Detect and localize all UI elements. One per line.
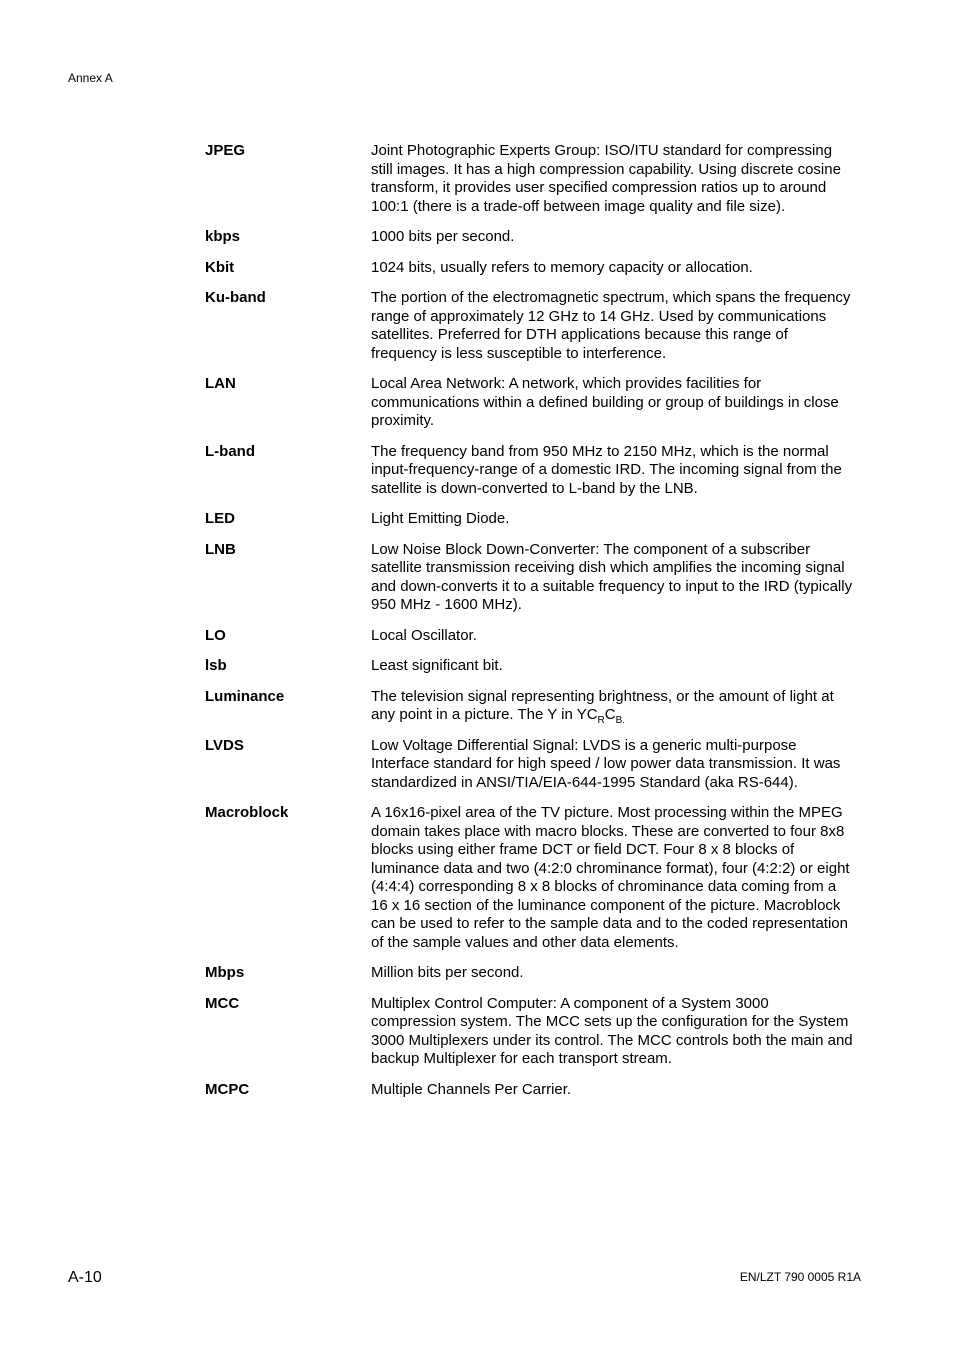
definition-text-c: C bbox=[604, 706, 616, 723]
glossary-entry-mcc bbox=[205, 995, 857, 1069]
glossary-entry-mbps bbox=[205, 964, 857, 983]
glossary-list bbox=[205, 142, 857, 1111]
subscript-b: B. bbox=[615, 715, 626, 726]
glossary-term: Luminance bbox=[205, 687, 285, 705]
glossary-entry-jpeg bbox=[205, 142, 857, 216]
glossary-definition: Local Oscillator. bbox=[371, 626, 477, 644]
glossary-entry-led bbox=[205, 510, 857, 529]
glossary-definition: Multiplex Control Computer: A component of a System 3000 compression system. The MCC sets up the configuration for the System 3000 Multiplexers under its control. The MCC controls both the main and backup Multiplexer for each transport stream. bbox=[371, 994, 853, 1067]
glossary-definition: 1024 bits, usually refers to memory capacity or allocation. bbox=[371, 258, 753, 276]
glossary-entry-luminance bbox=[205, 688, 857, 725]
glossary-definition: Local Area Network: A network, which provides facilities for communications within a defined building or group of buildings in close proximity. bbox=[371, 375, 839, 429]
glossary-entry-macroblock bbox=[205, 804, 857, 952]
glossary-definition: Least significant bit. bbox=[371, 657, 503, 674]
page-number: A-10 bbox=[68, 1269, 102, 1286]
glossary-term: L-band bbox=[205, 442, 255, 460]
glossary-term: Kbit bbox=[205, 258, 235, 276]
glossary-definition: Low Noise Block Down-Converter: The component of a subscriber satellite transmission receiving dish which amplifies the incoming signal and down-converts it to a suitable frequency to input to the IRD (typically 950 MHz - 1600 MHz). bbox=[371, 540, 853, 613]
glossary-entry-lsb bbox=[205, 657, 857, 676]
glossary-term: Ku-band bbox=[205, 289, 266, 306]
glossary-term: LO bbox=[205, 626, 226, 644]
glossary-definition: Joint Photographic Experts Group: ISO/ITU standard for compressing still images. It has a high compression capability. Using discrete cosine transform, it provides user specified compression ratios up to around 100:1 (there is a trade-off between image quality and file size). bbox=[371, 142, 841, 215]
glossary-term: LNB bbox=[205, 540, 236, 558]
glossary-definition: The frequency band from 950 MHz to 2150 MHz, which is the normal input-frequency-range of a domestic IRD. The incoming signal from the satellite is down-converted to L-band by the LNB. bbox=[371, 442, 842, 497]
glossary-definition: 1000 bits per second. bbox=[371, 228, 515, 245]
glossary-definition bbox=[371, 688, 857, 725]
glossary-definition: Light Emitting Diode. bbox=[371, 510, 510, 527]
glossary-term: Macroblock bbox=[205, 804, 289, 821]
subscript-r: R bbox=[597, 715, 605, 726]
glossary-term: kbps bbox=[205, 228, 241, 245]
glossary-definition: Low Voltage Differential Signal: LVDS is a generic multi-purpose Interface standard for high speed / low power data transmission. It was standardized in ANSI/TIA/EIA-644-1995 Standard (aka RS-644). bbox=[371, 736, 841, 791]
glossary-definition: A 16x16-pixel area of the TV picture. Most processing within the MPEG domain takes place with macro blocks. These are converted to four 8x8 blocks using either frame DCT or field DCT. Four 8 x 8 blocks of luminance data and two (4:2:0 chrominance format), four (4:2:2) or eight (4:4:4) corresponding 8 x 8 blocks of chrominance data coming from a 16 x 16 section of the luminance component of the picture. Macroblock can be used to refer to the sample data and to the coded representation of the sample values and other data elements. bbox=[371, 804, 850, 951]
glossary-term: MCC bbox=[205, 994, 240, 1012]
glossary-definition: Multiple Channels Per Carrier. bbox=[371, 1080, 572, 1098]
glossary-term: LAN bbox=[205, 375, 236, 392]
glossary-term: MCPC bbox=[205, 1080, 250, 1098]
glossary-entry-ku-band bbox=[205, 289, 857, 363]
glossary-entry-lnb bbox=[205, 541, 857, 615]
glossary-term: LVDS bbox=[205, 736, 244, 754]
glossary-entry-l-band bbox=[205, 443, 857, 499]
glossary-term: Mbps bbox=[205, 964, 245, 981]
glossary-entry-lvds bbox=[205, 737, 857, 793]
glossary-definition: The portion of the electromagnetic spectrum, which spans the frequency range of approximately 12 GHz to 14 GHz. Used by communications satellites. Preferred for DTH applications because this range of frequency is less susceptible to interference. bbox=[371, 289, 851, 362]
definition-text: The television signal representing brightness, or the amount of light at any point in a picture. The Y in YC bbox=[371, 687, 834, 723]
glossary-term: JPEG bbox=[205, 142, 246, 159]
glossary-entry-mcpc bbox=[205, 1081, 857, 1100]
glossary-entry-lan bbox=[205, 375, 857, 431]
glossary-term: lsb bbox=[205, 657, 227, 674]
glossary-definition: Million bits per second. bbox=[371, 964, 524, 981]
glossary-entry-lo bbox=[205, 627, 857, 646]
running-header: Annex A bbox=[68, 71, 113, 85]
document-id: EN/LZT 790 0005 R1A bbox=[739, 1270, 861, 1284]
glossary-term: LED bbox=[205, 510, 235, 527]
glossary-entry-kbit bbox=[205, 259, 857, 278]
glossary-entry-kbps bbox=[205, 228, 857, 247]
